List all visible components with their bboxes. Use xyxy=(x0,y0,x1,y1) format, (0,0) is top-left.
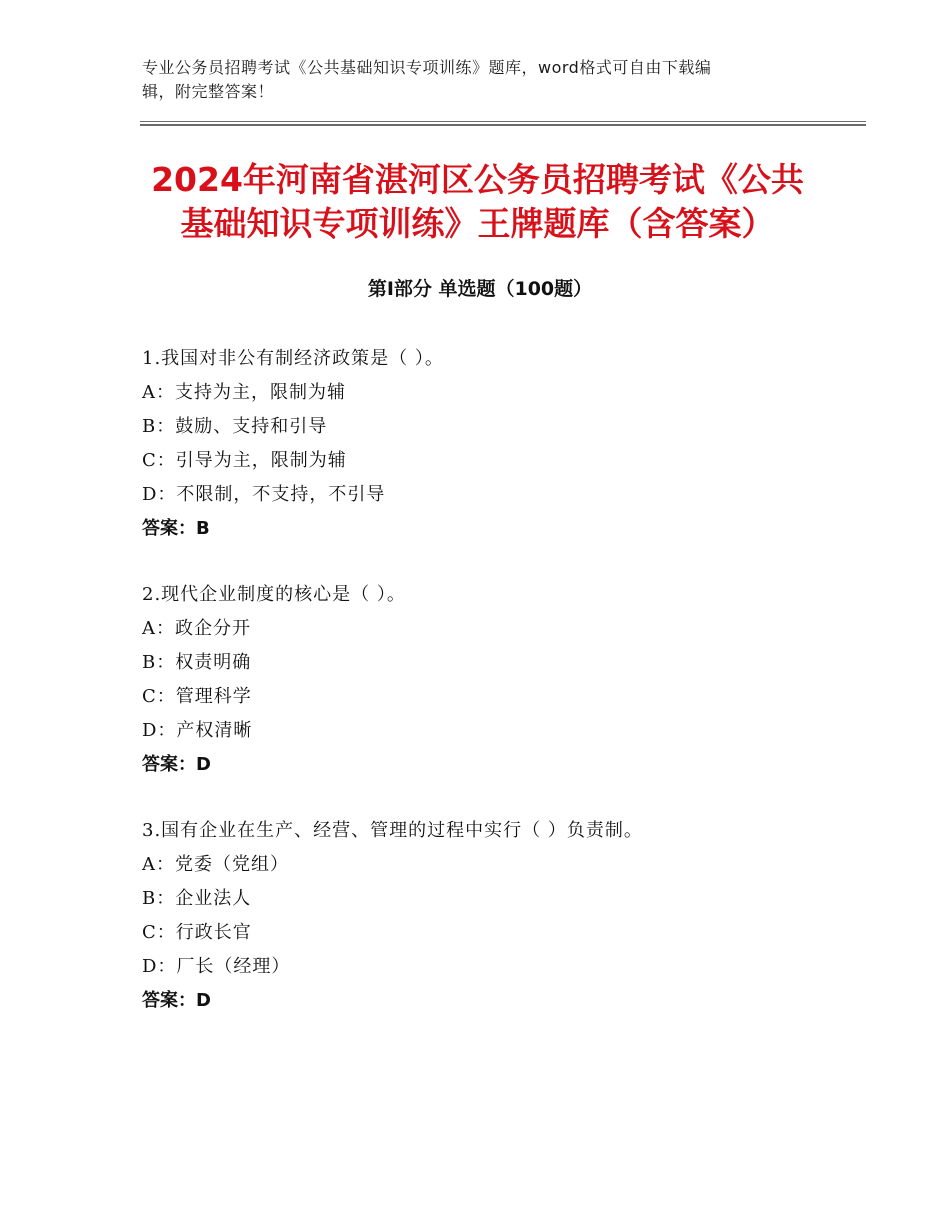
option-b: B：企业法人 xyxy=(142,888,252,909)
option-d: D：厂长（经理） xyxy=(142,956,291,977)
question-2 xyxy=(142,578,862,782)
option-a: A：支持为主，限制为辅 xyxy=(142,382,346,403)
option-d: D：不限制，不支持，不引导 xyxy=(142,484,386,505)
document-title-line-1: 2024年河南省湛河区公务员招聘考试《公共 xyxy=(151,160,804,199)
answer-label: 答案：D xyxy=(142,990,211,1011)
question-list xyxy=(142,342,862,1050)
option-a: A：党委（党组） xyxy=(142,854,289,875)
question-stem: 2.现代企业制度的核心是（ ）。 xyxy=(142,584,406,605)
header-divider-thick xyxy=(140,124,866,126)
question-3 xyxy=(142,814,862,1018)
option-b: B：鼓励、支持和引导 xyxy=(142,416,328,437)
option-d: D：产权清晰 xyxy=(142,720,253,741)
document-title xyxy=(140,158,815,246)
answer-label: 答案：D xyxy=(142,754,211,775)
option-c: C：管理科学 xyxy=(142,686,252,707)
header-note-line-1: 专业公务员招聘考试《公共基础知识专项训练》题库，word格式可自由下载编 xyxy=(142,58,712,77)
option-a: A：政企分开 xyxy=(142,618,251,639)
question-stem: 3.国有企业在生产、经营、管理的过程中实行（ ）负责制。 xyxy=(142,820,643,841)
option-c: C：行政长官 xyxy=(142,922,252,943)
question-1 xyxy=(142,342,862,546)
option-c: C：引导为主，限制为辅 xyxy=(142,450,347,471)
option-b: B：权责明确 xyxy=(142,652,252,673)
header-note xyxy=(142,56,822,104)
header-note-line-2: 辑，附完整答案！ xyxy=(142,82,275,101)
question-stem: 1.我国对非公有制经济政策是（ ）。 xyxy=(142,348,444,369)
answer-label: 答案：B xyxy=(142,518,210,539)
header-divider-thin xyxy=(140,121,866,122)
document-title-line-2: 基础知识专项训练》王牌题库（含答案） xyxy=(180,204,775,243)
section-heading: 第Ⅰ部分 单选题（100题） xyxy=(367,278,593,300)
